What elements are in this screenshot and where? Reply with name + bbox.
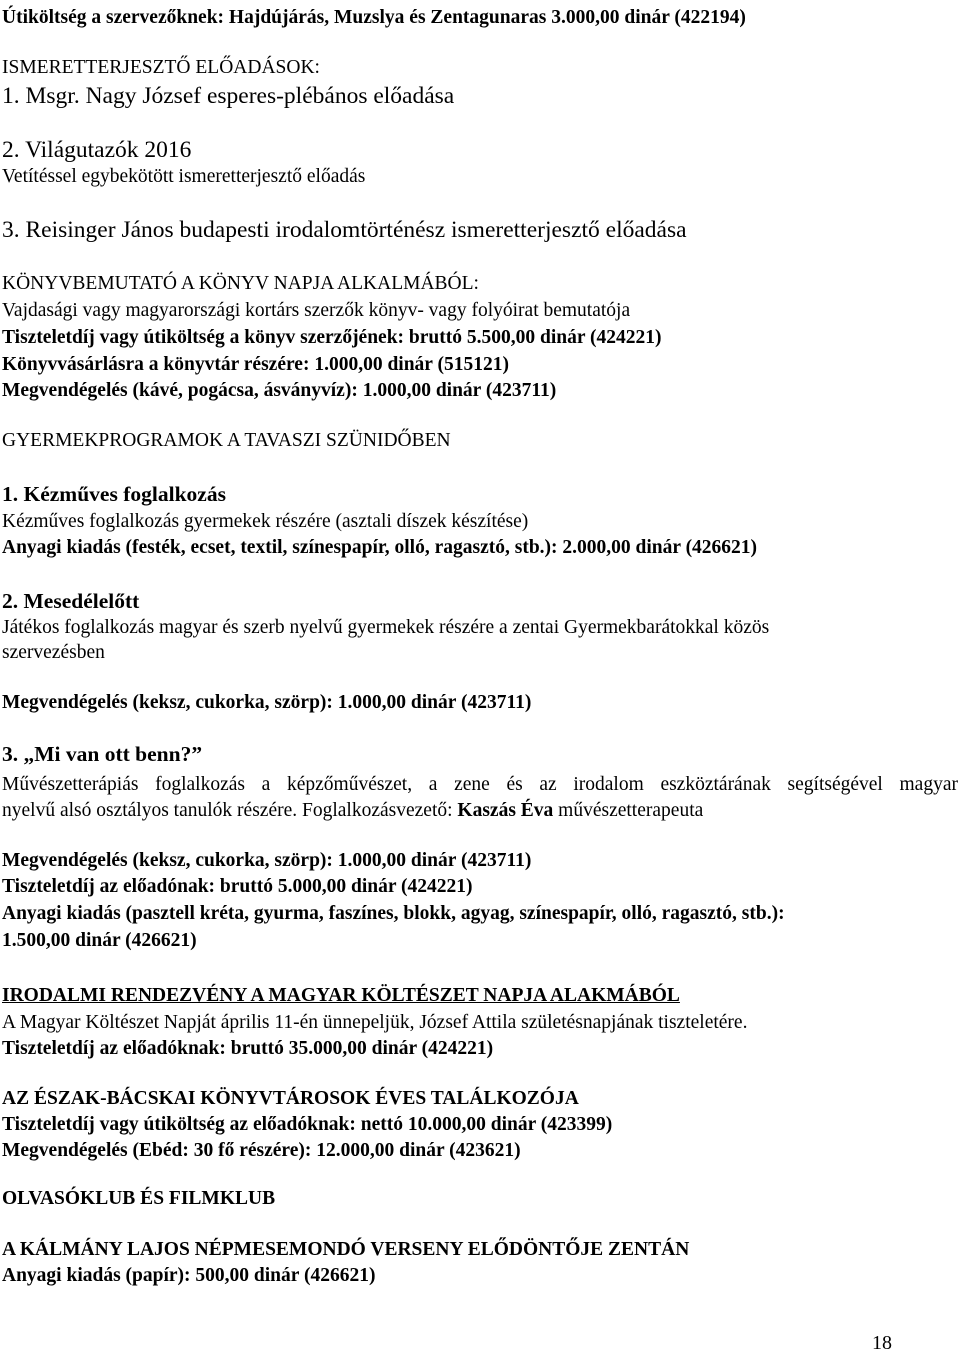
text-line: Vajdasági vagy magyarországi kortárs szerzők könyv- vagy folyóirat bemutatója — [2, 300, 631, 321]
section-heading: ISMERETTERJESZTŐ ELŐADÁSOK: — [2, 57, 320, 78]
section-heading: IRODALMI RENDEZVÉNY A MAGYAR KÖLTÉSZET NAPJA ALAKMÁBÓL — [2, 985, 680, 1006]
text-line: Megvendégelés (keksz, cukorka, szörp): 1.000,00 dinár (423711) — [2, 692, 532, 713]
text-line: Megvendégelés (keksz, cukorka, szörp): 1.000,00 dinár (423711) — [2, 850, 532, 871]
text-line: Megvendégelés (kávé, pogácsa, ásványvíz): 1.000,00 dinár (423711) — [2, 380, 557, 401]
list-item-heading: 2. Világutazók 2016 — [2, 137, 192, 163]
text-line: 1.500,00 dinár (426621) — [2, 930, 197, 951]
text-line: Tiszteletdíj vagy útiköltség az előadóknak: nettó 10.000,00 dinár (423399) — [2, 1114, 613, 1135]
text-line: Vetítéssel egybekötött ismeretterjesztő előadás — [2, 166, 366, 187]
text-span: nyelvű alsó osztályos tanulók részére. Foglalkozásvezető: — [2, 800, 458, 821]
text-line: Anyagi kiadás (pasztell kréta, gyurma, faszínes, blokk, agyag, színespapír, olló, ragasztó, stb.): — [2, 903, 785, 924]
list-item-heading: 3. Reisinger János budapesti irodalomtörténész ismeretterjesztő előadása — [2, 217, 687, 243]
text-span: művészetterapeuta — [553, 800, 704, 821]
text-line: szervezésben — [2, 642, 105, 663]
text-line: Kézműves foglalkozás gyermekek részére (asztali díszek készítése) — [2, 511, 529, 532]
section-heading: GYERMEKPROGRAMOK A TAVASZI SZÜNIDŐBEN — [2, 430, 451, 451]
section-heading: OLVASÓKLUB ÉS FILMKLUB — [2, 1188, 276, 1209]
facilitator-name: Kaszás Éva — [457, 800, 554, 821]
page-number: 18 — [872, 1332, 892, 1354]
list-item-heading: 2. Mesedélelőtt — [2, 589, 140, 613]
section-heading: A KÁLMÁNY LAJOS NÉPMESEMONDÓ VERSENY ELŐDÖNTŐJE ZENTÁN — [2, 1239, 690, 1260]
text-line: Tiszteletdíj vagy útiköltség a könyv szerzőjének: bruttó 5.500,00 dinár (424221) — [2, 327, 662, 348]
text-line — [2, 799, 703, 823]
list-item-heading: 3. „Mi van ott benn?” — [2, 742, 203, 766]
text-line: A Magyar Költészet Napját április 11-én ünnepeljük, József Attila születésnapjának tiszteletére. — [2, 1012, 748, 1033]
text-line: Könyvvásárlásra a könyvtár részére: 1.000,00 dinár (515121) — [2, 354, 509, 375]
text-line: Játékos foglalkozás magyar és szerb nyelvű gyermekek részére a zentai Gyermekbarátokkal közös — [2, 617, 770, 638]
text-line: Megvendégelés (Ebéd: 30 fő részére): 12.000,00 dinár (423621) — [2, 1140, 521, 1161]
text-line: Anyagi kiadás (papír): 500,00 dinár (426621) — [2, 1265, 376, 1286]
list-item-heading: 1. Msgr. Nagy József esperes-plébános előadása — [2, 83, 455, 109]
text-line: Művészetterápiás foglalkozás a képzőművészet, a zene és az irodalom eszköztárának segítségével magyar — [2, 774, 958, 795]
list-item-heading: 1. Kézműves foglalkozás — [2, 482, 226, 506]
text-line: Útiköltség a szervezőknek: Hajdújárás, Muzslya és Zentagunaras 3.000,00 dinár (422194) — [2, 7, 746, 28]
text-line: Anyagi kiadás (festék, ecset, textil, színespapír, olló, ragasztó, stb.): 2.000,00 dinár (426621) — [2, 537, 758, 558]
text-line: Tiszteletdíj az előadóknak: bruttó 35.000,00 dinár (424221) — [2, 1038, 494, 1059]
section-heading: KÖNYVBEMUTATÓ A KÖNYV NAPJA ALKALMÁBÓL: — [2, 273, 479, 294]
text-line: Tiszteletdíj az előadónak: bruttó 5.000,00 dinár (424221) — [2, 876, 473, 897]
section-heading: AZ ÉSZAK-BÁCSKAI KÖNYVTÁROSOK ÉVES TALÁLKOZÓJA — [2, 1088, 579, 1109]
